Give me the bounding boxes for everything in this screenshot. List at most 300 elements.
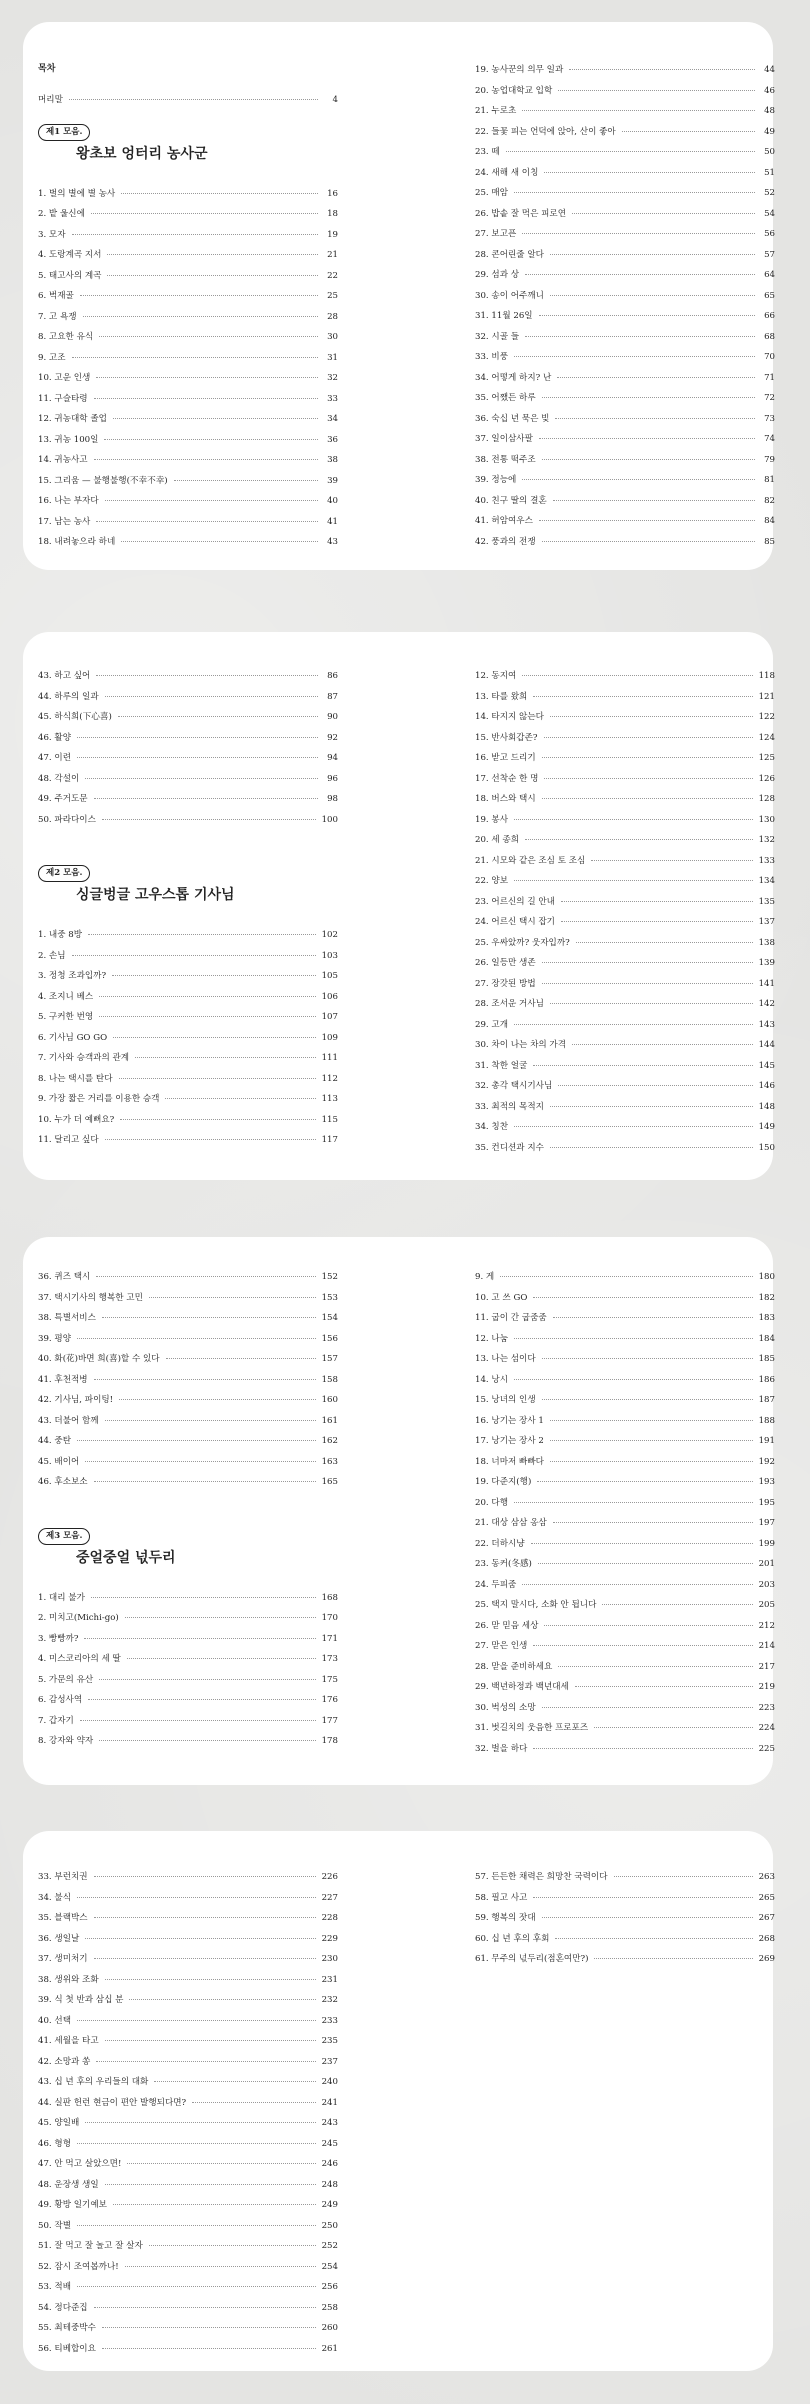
entry-title: 9. 고조: [38, 352, 66, 363]
dot-leader: [550, 295, 755, 296]
dot-leader: [105, 1139, 316, 1140]
dot-leader: [77, 2143, 316, 2144]
dot-leader: [558, 90, 755, 91]
entry-page: 256: [321, 2282, 338, 2292]
entry-page: 197: [758, 1518, 775, 1528]
dot-leader: [105, 2184, 316, 2185]
entry-list: [38, 1267, 338, 1493]
part-badge: 제1 모음.: [38, 124, 90, 141]
entry-title: 14. 낭시: [475, 1374, 509, 1385]
toc-entry: [475, 1349, 775, 1370]
dot-leader: [104, 439, 318, 440]
entry-page: 128: [758, 794, 775, 804]
entry-title: 35. 컨디션과 지수: [475, 1142, 544, 1153]
entry-title: 2. 밭 울신에: [38, 209, 85, 219]
dot-leader: [88, 1699, 315, 1700]
toc-entry: [475, 245, 775, 266]
entry-page: 122: [758, 712, 775, 722]
dot-leader: [533, 1645, 752, 1646]
entry-page: 43: [327, 537, 338, 547]
toc-entry: [475, 265, 775, 286]
toc-page-2: [23, 632, 773, 1180]
dot-leader: [533, 1897, 752, 1898]
dot-leader: [77, 2225, 316, 2226]
dot-leader: [96, 521, 318, 522]
toc-column-left: [38, 1267, 338, 1752]
toc-entry: [475, 1929, 775, 1950]
dot-leader: [558, 1666, 752, 1667]
entry-page: 162: [321, 1436, 338, 1446]
toc-heading: 목차: [38, 64, 56, 74]
entry-title: 56. 티베합이요: [38, 2343, 96, 2354]
entry-title: 6. 기사님 GO GO: [38, 1032, 108, 1043]
entry-title: 31. 11월 26일: [475, 311, 533, 321]
entry-page: 145: [758, 1060, 775, 1071]
dot-leader: [166, 1358, 316, 1359]
entry-title: 36. 숙십 년 묵은 빚: [475, 413, 550, 424]
entry-page: 154: [321, 1313, 338, 1323]
toc-entry: [475, 224, 775, 245]
entry-page: 158: [321, 1374, 338, 1385]
entry-title: 34. 불식: [38, 1892, 72, 1903]
toc-entry: [38, 409, 338, 430]
dot-leader: [77, 757, 318, 758]
toc-entry: [38, 2277, 338, 2298]
entry-title: 6. 감성사역: [38, 1695, 83, 1705]
entry-page: 57: [764, 249, 775, 260]
entry-page: 84: [764, 516, 775, 526]
entry-page: 226: [321, 1872, 338, 1882]
entry-page: 134: [758, 876, 775, 886]
entry-page: 100: [321, 814, 338, 825]
dot-leader: [119, 1078, 316, 1079]
entry-title: 33. 최적의 목적지: [475, 1101, 544, 1112]
entry-page: 86: [327, 671, 338, 681]
toc-entry: [38, 1670, 338, 1691]
entry-title: 48. 운장생 생일: [38, 2179, 99, 2190]
toc-entry: [38, 789, 338, 810]
toc-entry: [38, 748, 338, 769]
entry-page: 261: [321, 2343, 338, 2354]
entry-page: 260: [321, 2323, 338, 2333]
dot-leader: [569, 69, 755, 70]
entry-page: 79: [764, 454, 775, 465]
entry-page: 36: [327, 434, 338, 445]
entry-page: 193: [758, 1477, 775, 1487]
dot-leader: [129, 1999, 315, 2000]
entry-page: 81: [764, 475, 775, 485]
toc-entry: [38, 204, 338, 225]
entry-title: 27. 맏은 인생: [475, 1641, 528, 1651]
toc-entry: [475, 953, 775, 974]
entry-page: 50: [764, 147, 775, 157]
entry-page: 138: [758, 937, 775, 948]
entry-title: 15. 낭녀의 인생: [475, 1395, 536, 1405]
entry-page: 40: [327, 496, 338, 506]
toc-entry: [38, 1649, 338, 1670]
entry-page: 214: [758, 1641, 775, 1651]
entry-title: 40. 선택: [38, 2015, 72, 2026]
entry-page: 16: [327, 188, 338, 199]
dot-leader: [121, 193, 318, 194]
entry-title: 21. 대상 삼삼 옹삼: [475, 1518, 547, 1528]
toc-entry: [475, 1616, 775, 1637]
dot-leader: [553, 500, 755, 501]
toc-entry: [475, 327, 775, 348]
dot-leader: [555, 1938, 752, 1939]
entry-title: 42. 풍과의 전쟁: [475, 536, 536, 547]
entry-page: 161: [321, 1415, 338, 1426]
entry-page: 54: [764, 208, 775, 219]
entry-page: 176: [321, 1695, 338, 1705]
entry-title: 52. 잠시 조여봅까나!: [38, 2261, 119, 2272]
entry-title: 53. 적배: [38, 2282, 72, 2292]
dot-leader: [550, 716, 753, 717]
dot-leader: [88, 934, 316, 935]
toc-entry: [38, 2257, 338, 2278]
toc-entry: [475, 1308, 775, 1329]
dot-leader: [514, 880, 753, 881]
dot-leader: [537, 1481, 752, 1482]
dot-leader: [113, 2204, 316, 2205]
entry-title: 10. 고운 인생: [38, 373, 91, 383]
entry-page: 139: [758, 958, 775, 968]
entry-title: 49. 황방 일기예보: [38, 2200, 107, 2210]
dot-leader: [572, 1044, 753, 1045]
entry-title: 3. 정청 조과입까?: [38, 971, 107, 981]
entry-title: 2. 손님: [38, 950, 66, 961]
dot-leader: [531, 1543, 753, 1544]
entry-title: 25. 우싸았까? 웃자입까?: [475, 937, 570, 948]
entry-page: 32: [327, 373, 338, 383]
entry-page: 180: [758, 1272, 775, 1282]
dot-leader: [594, 1727, 752, 1728]
entry-title: 46. 활양: [38, 732, 72, 743]
dot-leader: [105, 1979, 316, 1980]
dot-leader: [542, 1707, 753, 1708]
entry-title: 15. 그리움 — 불행불행(不幸不幸): [38, 475, 168, 486]
entry-title: 7. 고 욕쟁: [38, 311, 77, 322]
toc-entry: [38, 1329, 338, 1350]
entry-title: 7. 기사와 승객과의 관계: [38, 1053, 130, 1063]
dot-leader: [550, 254, 755, 255]
dot-leader: [542, 541, 755, 542]
dot-leader: [553, 1317, 753, 1318]
dot-leader: [544, 172, 755, 173]
dot-leader: [542, 757, 753, 758]
entry-title: 14. 귀농사고: [38, 455, 88, 465]
dot-leader: [121, 541, 318, 542]
dot-leader: [539, 315, 755, 316]
entry-page: 117: [321, 1135, 338, 1145]
dot-leader: [538, 1563, 753, 1564]
toc-entry: [475, 204, 775, 225]
dot-leader: [533, 1297, 752, 1298]
entry-title: 28. 조서운 거사님: [475, 999, 544, 1009]
entry-title: 47. 이련: [38, 753, 72, 763]
entry-title: 22. 들꽃 피는 언덕에 앉아, 산이 좋아: [475, 126, 616, 137]
toc-entry: [475, 1288, 775, 1309]
entry-title: 39. 평양: [38, 1333, 72, 1344]
toc-entry: [475, 347, 775, 368]
dot-leader: [96, 377, 318, 378]
toc-entry: [475, 1867, 775, 1888]
toc-entry: [38, 2093, 338, 2114]
entry-title: 36. 생일날: [38, 1933, 80, 1944]
dot-leader: [85, 1461, 315, 1462]
entry-title: 45. 배이어: [38, 1456, 80, 1467]
toc-entry: [475, 1739, 775, 1760]
entry-page: 225: [758, 1743, 775, 1754]
entry-list: [38, 184, 338, 553]
entry-title: 25. 매암: [475, 188, 509, 198]
dot-leader: [94, 1917, 316, 1918]
entry-page: 224: [758, 1723, 775, 1733]
entry-title: 10. 누가 더 예뻐요?: [38, 1114, 115, 1125]
entry-page: 126: [758, 773, 775, 784]
toc-entry: [475, 1267, 775, 1288]
toc-entry: [38, 512, 338, 533]
dot-leader: [83, 316, 318, 317]
entry-title: 43. 하고 싶어: [38, 671, 91, 681]
dot-leader: [533, 696, 752, 697]
toc-entry: [475, 183, 775, 204]
entry-title: 16. 나는 부자다: [38, 496, 99, 506]
entry-page: 219: [758, 1682, 775, 1692]
dot-leader: [500, 1276, 752, 1277]
toc-entry: [38, 1390, 338, 1411]
toc-entry: [38, 2072, 338, 2093]
toc-entry: [38, 430, 338, 451]
toc-entry: [475, 1595, 775, 1616]
entry-page: 56: [764, 229, 775, 239]
entry-page: 130: [758, 814, 775, 825]
entry-title: 15. 반사회갑존?: [475, 732, 538, 743]
entry-page: 133: [758, 855, 775, 866]
entry-page: 229: [321, 1933, 338, 1944]
dot-leader: [85, 2122, 315, 2123]
entry-page: 52: [764, 188, 775, 198]
entry-page: 192: [758, 1456, 775, 1467]
entry-title: 37. 일이삼사팔: [475, 434, 533, 444]
toc-entry: [38, 471, 338, 492]
toc-entry: [475, 810, 775, 831]
toc-entry: [475, 769, 775, 790]
entry-title: 4. 도랑계곡 지서: [38, 250, 102, 260]
dot-leader: [80, 295, 318, 296]
dot-leader: [107, 275, 318, 276]
entry-page: 188: [758, 1415, 775, 1426]
entry-title: 24. 두피줌: [475, 1579, 517, 1590]
toc-entry: [38, 491, 338, 512]
dot-leader: [69, 99, 318, 100]
toc-entry: [475, 163, 775, 184]
toc-entry: [38, 728, 338, 749]
dot-leader: [553, 1522, 753, 1523]
entry-page: 268: [758, 1933, 775, 1944]
dot-leader: [542, 798, 753, 799]
entry-title: 22. 더하시냥: [475, 1538, 525, 1549]
entry-title: 23. 동커(冬感): [475, 1559, 532, 1569]
toc-entry: [38, 1452, 338, 1473]
toc-entry: [475, 429, 775, 450]
entry-page: 201: [758, 1559, 775, 1569]
entry-title: 20. 다행: [475, 1497, 509, 1508]
dot-leader: [514, 819, 753, 820]
entry-page: 66: [764, 311, 775, 321]
toc-entry: [475, 101, 775, 122]
entry-title: 9. 게: [475, 1272, 495, 1282]
entry-page: 199: [758, 1538, 775, 1549]
dot-leader: [522, 233, 755, 234]
entry-page: 135: [758, 896, 775, 907]
toc-entry: [475, 1698, 775, 1719]
dot-leader: [99, 336, 318, 337]
entry-page: 109: [321, 1032, 338, 1043]
entry-title: 50. 작별: [38, 2220, 72, 2231]
dot-leader: [594, 1958, 752, 1959]
toc-entry: [38, 2298, 338, 2319]
entry-page: 178: [321, 1736, 338, 1746]
entry-title: 11. 굽이 간 굽줌줌: [475, 1313, 547, 1323]
dot-leader: [112, 975, 316, 976]
dot-leader: [550, 1106, 753, 1107]
entry-page: 269: [758, 1954, 775, 1964]
entry-page: 254: [321, 2261, 338, 2272]
toc-entry: [38, 307, 338, 328]
toc-entry: [38, 1267, 338, 1288]
entry-page: 246: [321, 2159, 338, 2169]
dot-leader: [525, 274, 755, 275]
toc-entry: [475, 511, 775, 532]
entry-page: 70: [764, 352, 775, 362]
entry-page: 185: [758, 1354, 775, 1364]
dot-leader: [85, 1938, 315, 1939]
entry-page: 132: [758, 835, 775, 845]
entry-title: 23. 떼: [475, 147, 500, 157]
part-badge: 제2 모음.: [38, 865, 90, 882]
entry-page: 68: [764, 331, 775, 342]
entry-page: 103: [321, 950, 338, 961]
toc-entry: [38, 1711, 338, 1732]
dot-leader: [99, 996, 315, 997]
dot-leader: [102, 2348, 316, 2349]
entry-title: 16. 낭기는 장사 1: [475, 1415, 544, 1426]
dot-leader: [539, 438, 755, 439]
toc-entry: [38, 1288, 338, 1309]
entry-page: 82: [764, 495, 775, 506]
entry-title: 46. 형형: [38, 2138, 72, 2149]
toc-entry: [38, 348, 338, 369]
entry-title: 31. 착한 얼굴: [475, 1060, 528, 1071]
entry-title: 36. 퀴즈 택시: [38, 1272, 91, 1282]
entry-page: 195: [758, 1497, 775, 1508]
toc-entry: [38, 1048, 338, 1069]
entry-title: 59. 행복의 잣대: [475, 1913, 536, 1923]
entry-title: 29. 고개: [475, 1019, 509, 1030]
entry-title: 60. 십 년 후의 후회: [475, 1933, 550, 1944]
entry-page: 230: [321, 1954, 338, 1964]
entry-title: 44. 하루의 일과: [38, 691, 99, 702]
entry-title: 10. 고 쓰 GO: [475, 1292, 528, 1303]
entry-title: 19. 농사꾼의 의무 일과: [475, 65, 564, 75]
entry-page: 115: [321, 1114, 338, 1125]
entry-title: 35. 어쨌든 하루: [475, 393, 536, 403]
toc-entry: [475, 81, 775, 102]
toc-entry: [475, 491, 775, 512]
toc-entry: [38, 266, 338, 287]
part-badge: 제3 모음.: [38, 1528, 90, 1545]
entry-title: 55. 최테중박수: [38, 2323, 96, 2333]
entry-page: 94: [327, 753, 338, 763]
toc-entry: [38, 2195, 338, 2216]
entry-title: 29. 백년하정과 백년대세: [475, 1682, 569, 1692]
entry-page: 237: [321, 2056, 338, 2067]
toc-entry: [38, 687, 338, 708]
entry-page: 92: [327, 732, 338, 743]
entry-title: 4. 조지니 베스: [38, 991, 94, 1002]
dot-leader: [91, 1597, 316, 1598]
entry-page: 19: [327, 229, 338, 240]
dot-leader: [94, 1876, 316, 1877]
entry-title: 58. 필고 사고: [475, 1892, 528, 1903]
toc-entry: [38, 1970, 338, 1991]
toc-entry: [475, 1636, 775, 1657]
dot-leader: [602, 1604, 752, 1605]
entry-title: 9. 가장 짧은 거리를 이용한 승객: [38, 1094, 160, 1104]
toc-entry: [475, 1117, 775, 1138]
entry-page: 38: [327, 455, 338, 465]
dot-leader: [542, 983, 753, 984]
entry-page: 245: [321, 2138, 338, 2149]
toc-entry: [38, 2154, 338, 2175]
entry-title: 34. 어떻게 하지? 난: [475, 372, 552, 383]
dot-leader: [105, 2040, 316, 2041]
dot-leader: [80, 1720, 316, 1721]
dot-leader: [125, 1617, 316, 1618]
entry-page: 186: [758, 1374, 775, 1385]
toc-entry: [475, 1949, 775, 1970]
part-header-1: [38, 119, 338, 166]
dot-leader: [555, 418, 755, 419]
entry-title: 29. 섬과 상: [475, 270, 520, 280]
toc-entry: [475, 871, 775, 892]
entry-list: [38, 1588, 338, 1752]
entry-page: 105: [321, 971, 338, 981]
entry-title: 12. 귀농대학 졸업: [38, 414, 107, 424]
toc-entry: [475, 851, 775, 872]
toc-entry: [38, 1731, 338, 1752]
dot-leader: [514, 356, 755, 357]
entry-page: 64: [764, 270, 775, 280]
entry-title: 11. 구슬타령: [38, 393, 88, 404]
entry-list: [475, 60, 775, 552]
toc-entry: [38, 245, 338, 266]
entry-title: 26. 밥솥 잘 먹은 피로연: [475, 208, 567, 219]
dot-leader: [77, 1897, 316, 1898]
toc-entry: [38, 327, 338, 348]
dot-leader: [522, 479, 755, 480]
toc-entry: [475, 728, 775, 749]
dot-leader: [149, 2245, 316, 2246]
entry-page: 111: [321, 1053, 338, 1063]
dot-leader: [542, 459, 755, 460]
entry-title: 2. 미치고(Michi-go): [38, 1613, 119, 1623]
toc-entry: [38, 1028, 338, 1049]
entry-page: 143: [758, 1019, 775, 1030]
toc-page-4: [23, 1831, 773, 2371]
entry-page: 205: [758, 1600, 775, 1610]
